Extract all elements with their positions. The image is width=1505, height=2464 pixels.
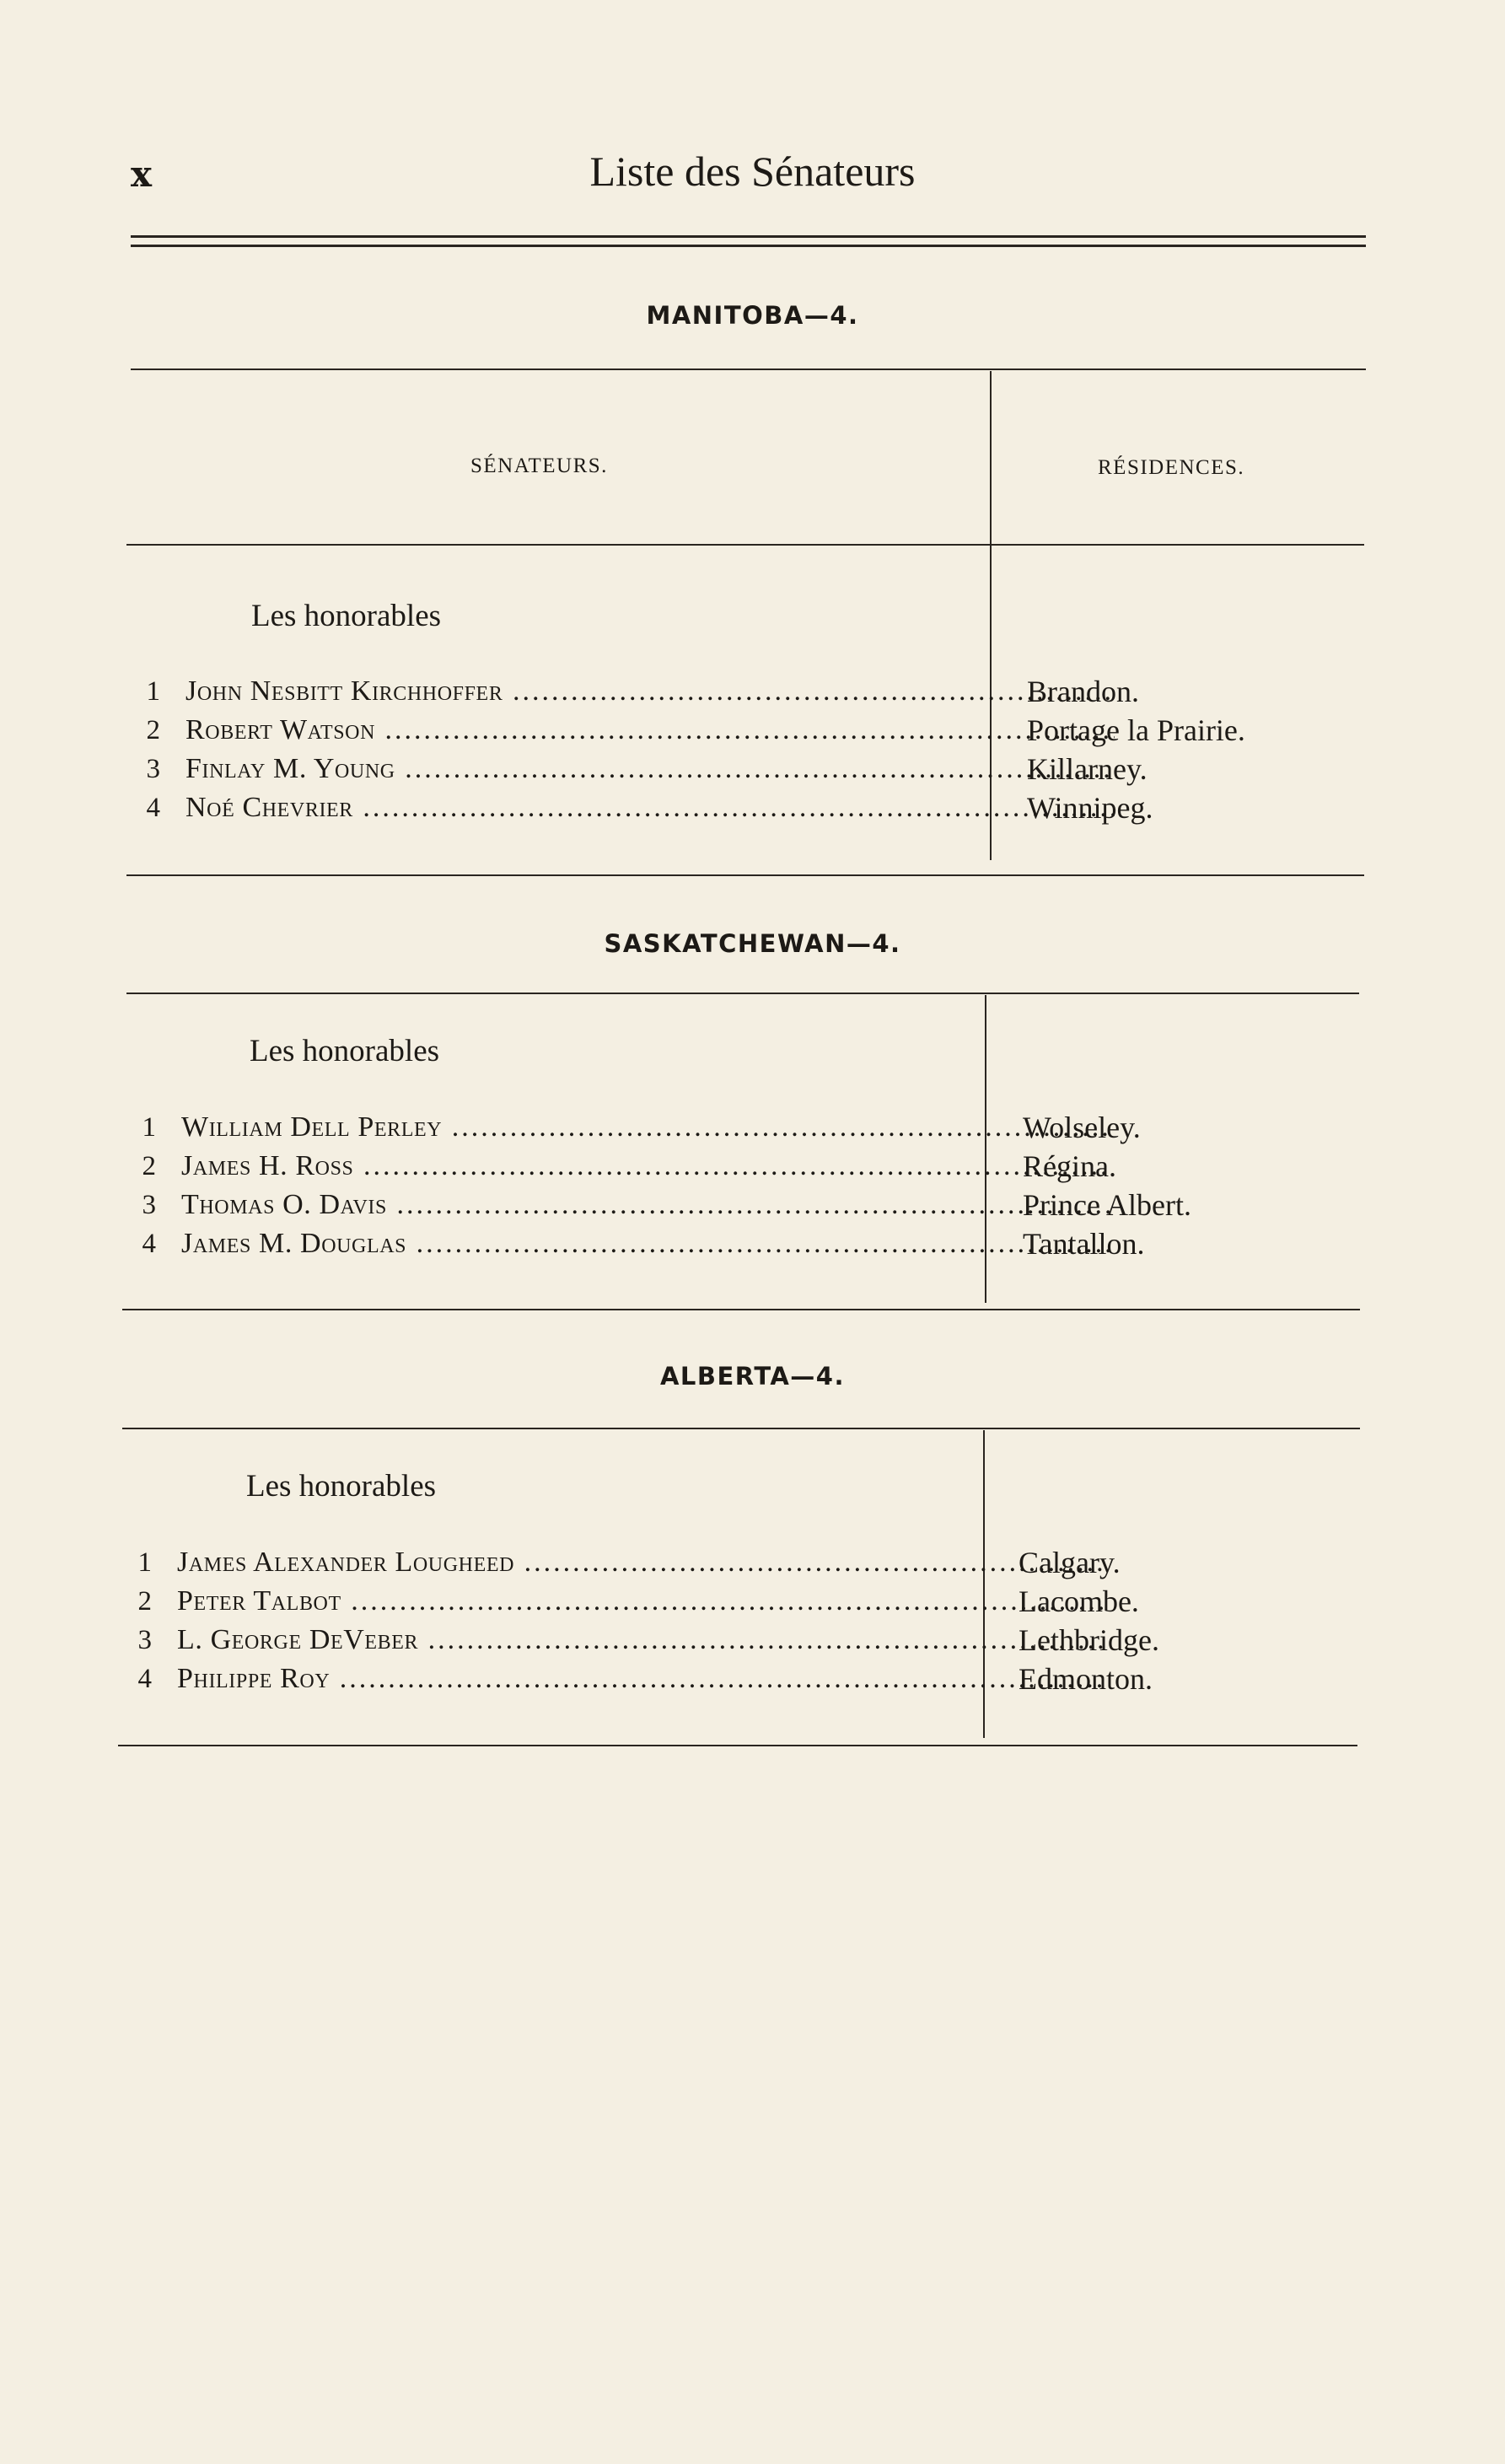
senator-residence: Tantallon. xyxy=(1023,1227,1145,1261)
page-number: x xyxy=(131,153,153,195)
table-top-rule xyxy=(131,369,1366,370)
senator-name: Finlay M. Young ..... xyxy=(185,750,1115,788)
province-heading: MANITOBA—4. xyxy=(646,301,859,330)
senator-number: 2 xyxy=(137,1586,152,1617)
senator-number: 1 xyxy=(146,676,160,707)
senator-name: Robert Watson ..... xyxy=(185,711,1115,750)
senator-number: 3 xyxy=(142,1190,156,1220)
senator-residence: Lacombe. xyxy=(1019,1584,1139,1618)
table-bottom-rule xyxy=(118,1745,1357,1746)
page-title: Liste des Sénateurs xyxy=(589,148,916,195)
senator-name: William Dell Perley ..... xyxy=(181,1108,1110,1147)
senator-residence: Portage la Prairie. xyxy=(1027,713,1245,747)
senator-residence: Killarney. xyxy=(1027,752,1148,786)
senator-number: 4 xyxy=(137,1664,152,1694)
header-double-rule xyxy=(131,235,1366,247)
header-bottom-rule xyxy=(126,544,1364,546)
senator-name: John Nesbitt Kirchhoffer ..... xyxy=(185,672,1115,711)
senator-name: L. George DeVeber ..... xyxy=(177,1621,1106,1660)
province-heading: ALBERTA—4. xyxy=(659,1362,846,1391)
table-top-rule xyxy=(126,993,1359,994)
table-top-rule xyxy=(122,1428,1360,1429)
senator-number: 1 xyxy=(142,1112,156,1143)
intro-text: Les honorables xyxy=(250,1034,440,1068)
intro-text: Les honorables xyxy=(251,599,442,633)
table-bottom-rule xyxy=(122,1309,1360,1310)
senator-name: James H. Ross ..... xyxy=(181,1147,1110,1186)
senator-name: James Alexander Lougheed ..... xyxy=(177,1543,1106,1582)
senator-name: James M. Douglas ..... xyxy=(181,1224,1110,1263)
senator-residence: Calgary. xyxy=(1019,1546,1121,1579)
senator-residence: Edmonton. xyxy=(1019,1662,1153,1696)
senator-residence: Prince Albert. xyxy=(1023,1188,1191,1222)
senator-residence: Régina. xyxy=(1023,1149,1116,1183)
senator-number: 2 xyxy=(142,1151,156,1181)
senator-number: 2 xyxy=(146,715,160,745)
senator-name: Noé Chevrier ..... xyxy=(185,788,1115,827)
senator-residence: Wolseley. xyxy=(1023,1111,1141,1144)
senator-residence: Brandon. xyxy=(1027,675,1139,708)
senator-number: 4 xyxy=(142,1229,156,1259)
senator-residence: Winnipeg. xyxy=(1027,791,1153,825)
senator-name: Philippe Roy ..... xyxy=(177,1660,1106,1698)
senator-number: 4 xyxy=(146,793,160,823)
province-heading: SASKATCHEWAN—4. xyxy=(604,929,901,958)
column-header-residences: RÉSIDENCES. xyxy=(1098,456,1245,479)
column-header-senators: SÉNATEURS. xyxy=(470,455,608,477)
intro-text: Les honorables xyxy=(246,1469,437,1504)
senator-residence: Lethbridge. xyxy=(1019,1623,1159,1657)
senator-number: 3 xyxy=(137,1625,152,1655)
table-bottom-rule xyxy=(126,874,1364,876)
senator-number: 3 xyxy=(146,754,160,784)
senator-number: 1 xyxy=(137,1547,152,1578)
senator-name: Thomas O. Davis ..... xyxy=(181,1186,1110,1224)
senator-name: Peter Talbot ..... xyxy=(177,1582,1106,1621)
